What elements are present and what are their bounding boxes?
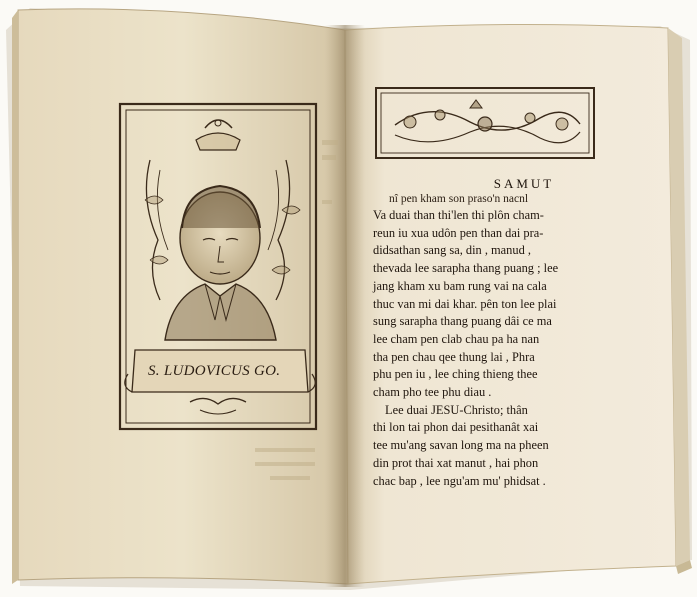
text-line: phu pen iu , lee ching thieng thee (373, 367, 538, 382)
text-line: thevada lee sarapha thang puang ; lee (373, 261, 559, 276)
page-heading: SAMUT (493, 176, 555, 191)
text-line: tha pen chau qee thung lai , Phra (373, 349, 535, 364)
text-line: thuc van mi dai khar. pên ton lee plai (373, 296, 557, 311)
left-page (18, 9, 348, 584)
text-line: lee cham pen clab chau pa ha nan (373, 331, 540, 346)
text-line: din prot thai xat manut , hai phon (373, 455, 539, 470)
text-line: chac bap , lee ngu'am mu' phidsat . (373, 473, 546, 488)
text-line: sung sarapha thang puang dâi ce ma (373, 314, 552, 329)
text-line: Va duai than thi'len thi plôn cham- (373, 208, 544, 222)
right-page-text (373, 176, 635, 490)
text-line: thi lon tai phon dai pesithanât xai (373, 420, 539, 435)
text-line: reun iu xua udôn pen than dai pra- (373, 225, 544, 240)
portrait-caption: S. LUDOVICUS GO. (148, 363, 281, 379)
text-line: Lee duai JESU-Christo; thân (385, 402, 528, 417)
page-subheading: nî pen kham son praso'n nacnl (389, 193, 529, 205)
text-line: cham pho tee phu diau . (373, 385, 492, 400)
text-line: jang kham xu bam rung vai na cala (373, 278, 547, 293)
text-line: didsathan sang sa, din , manud , (373, 243, 531, 258)
text-line: tee mu'ang savan long ma na pheen (373, 438, 549, 453)
